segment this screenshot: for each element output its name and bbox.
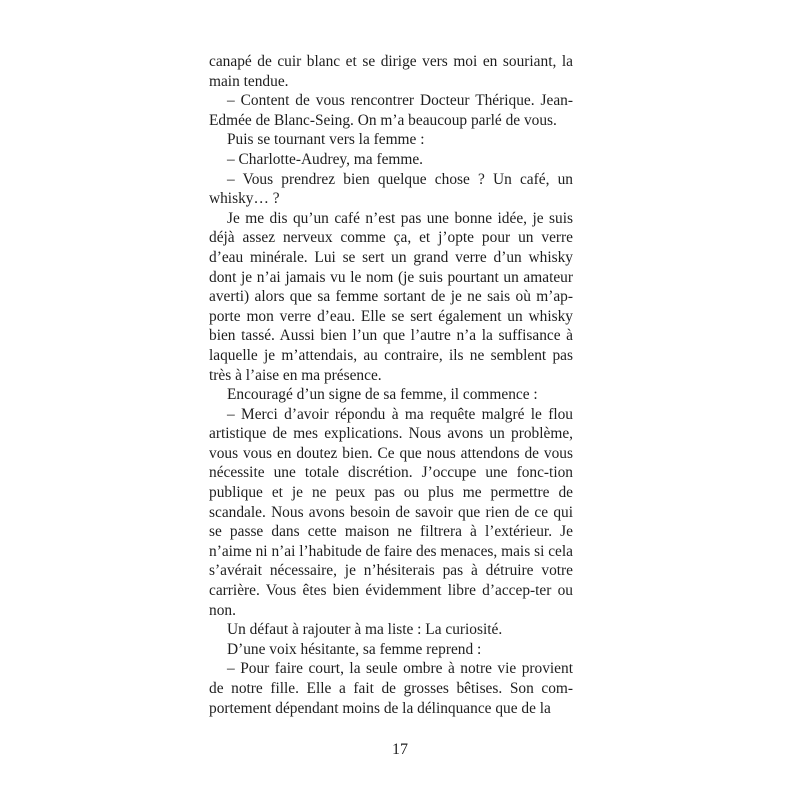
paragraph: Puis se tournant vers la femme :: [227, 131, 425, 149]
paragraph: Je me dis qu’un café n’est pas une bonne idée, je suis déjà assez nerveux comme ça, et j’opte pour un verre d’eau minérale. Lui se sert un grand verre d’un whisky dont je n’ai jamais vu le nom (je suis pourtant un amateur averti) alors que sa femme sortant de je ne sais où m’ap-porte mon verre d’eau. Elle se sert également un whisky bien tassé. Aussi bien l’un que l’autre n’a la suffisance à laquelle je m’attendais, au contraire, ils ne semblent pas très à l’aise en ma présence.: [209, 209, 573, 384]
paragraph: canapé de cuir blanc et se dirige vers moi en souriant, la main tendue.: [209, 53, 573, 90]
paragraph: – Charlotte-Audrey, ma femme.: [227, 150, 424, 168]
page-body: [209, 52, 573, 718]
page-number: 17: [392, 741, 408, 758]
paragraph: Un défaut à rajouter à ma liste : La curiosité.: [227, 621, 503, 639]
paragraph: Encouragé d’un signe de sa femme, il commence :: [227, 386, 538, 404]
paragraph: – Pour faire court, la seule ombre à notre vie provient de notre fille. Elle a fait de grosses bêtises. Son com-portement dépendant moins de la délinquance que de la: [209, 660, 573, 717]
paragraph: – Content de vous rencontrer Docteur Thérique. Jean-Edmée de Blanc-Seing. On m’a beaucoup parlé de vous.: [209, 92, 573, 129]
paragraph: – Merci d’avoir répondu à ma requête malgré le flou artistique de mes explications. Nous avons un problème, vous vous en doutez bien. Ce que nous attendons de vous nécessite une totale discrétion. J’occupe une fonc-tion publique et je ne peux pas ou plus me permettre de scandale. Nous avons besoin de savoir que rien de ce qui se passe dans cette maison ne filtrera à l’extérieur. Je n’aime ni n’ai l’habitude de faire des menaces, mais si cela s’avérait nécessaire, je n’hésiterais pas à détruire votre carrière. Vous êtes bien évidemment libre d’accep-ter ou non.: [209, 405, 573, 619]
paragraph: – Vous prendrez bien quelque chose ? Un café, un whisky… ?: [209, 170, 573, 208]
paragraph: D’une voix hésitante, sa femme reprend :: [227, 640, 482, 658]
